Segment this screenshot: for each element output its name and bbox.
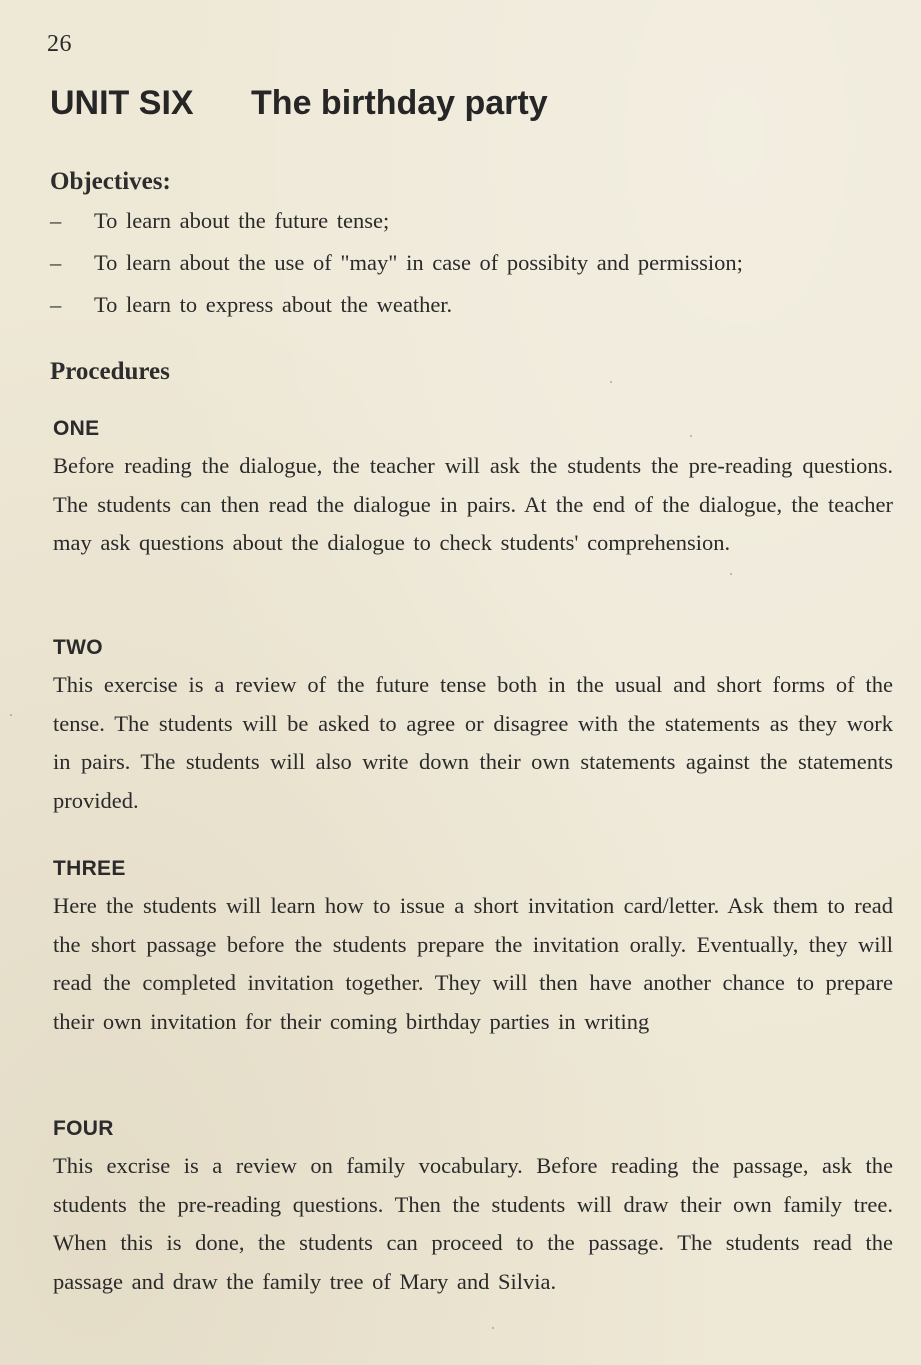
objective-item (50, 284, 900, 326)
procedure-section-one (53, 417, 893, 563)
paper-speck (730, 573, 732, 575)
section-body: This exercise is a review of the future tense both in the usual and short forms of the tense. The students will be asked to agree or disagree with the statements as they work in pairs. The students will also write down their own statements against the statements provided. (53, 672, 893, 813)
paper-speck (610, 381, 612, 383)
paper-speck (10, 714, 12, 716)
objective-bullet: – (50, 208, 62, 233)
section-body: Before reading the dialogue, the teacher will ask the students the pre-reading questions. The students can then read the dialogue in pairs. At the end of the dialogue, the teacher may ask questions about the dialogue to check students' comprehension. (53, 453, 893, 555)
section-title: FOUR (53, 1117, 114, 1140)
section-body: Here the students will learn how to issue a short invitation card/letter. Ask them to read the short passage before the students prepare the invitation orally. Eventually, they will read the completed invitation together. They will then have another chance to prepare their own invitation for their coming birthday parties in writing (53, 893, 893, 1034)
procedures-heading: Procedures (50, 358, 170, 385)
objective-text: To learn about the use of "may" in case of possibity and permission; (94, 250, 743, 275)
procedure-section-four (53, 1117, 893, 1301)
objective-bullet: – (50, 292, 62, 317)
objective-text: To learn to express about the weather. (94, 292, 453, 317)
paper-speck (492, 1327, 494, 1329)
objectives-heading: Objectives: (50, 168, 171, 195)
procedure-section-three (53, 857, 893, 1041)
section-title: ONE (53, 417, 100, 440)
objectives-list (50, 200, 900, 326)
page-number: 26 (47, 31, 72, 57)
objective-bullet: – (50, 250, 62, 275)
objective-item (50, 242, 900, 284)
section-title: THREE (53, 857, 126, 880)
unit-title (50, 84, 548, 123)
unit-label: UNIT SIX (50, 84, 194, 122)
objective-text: To learn about the future tense; (94, 208, 390, 233)
procedure-section-two (53, 636, 893, 820)
section-title: TWO (53, 636, 103, 659)
unit-name: The birthday party (251, 84, 548, 122)
paper-speck (690, 435, 692, 437)
section-body: This excrise is a review on family vocabulary. Before reading the passage, ask the students the pre-reading questions. Then the students will draw their own family tree. When this is done, the students can proceed to the passage. The students read the passage and draw the family tree of Mary and Silvia. (53, 1153, 893, 1294)
objective-item (50, 200, 900, 242)
